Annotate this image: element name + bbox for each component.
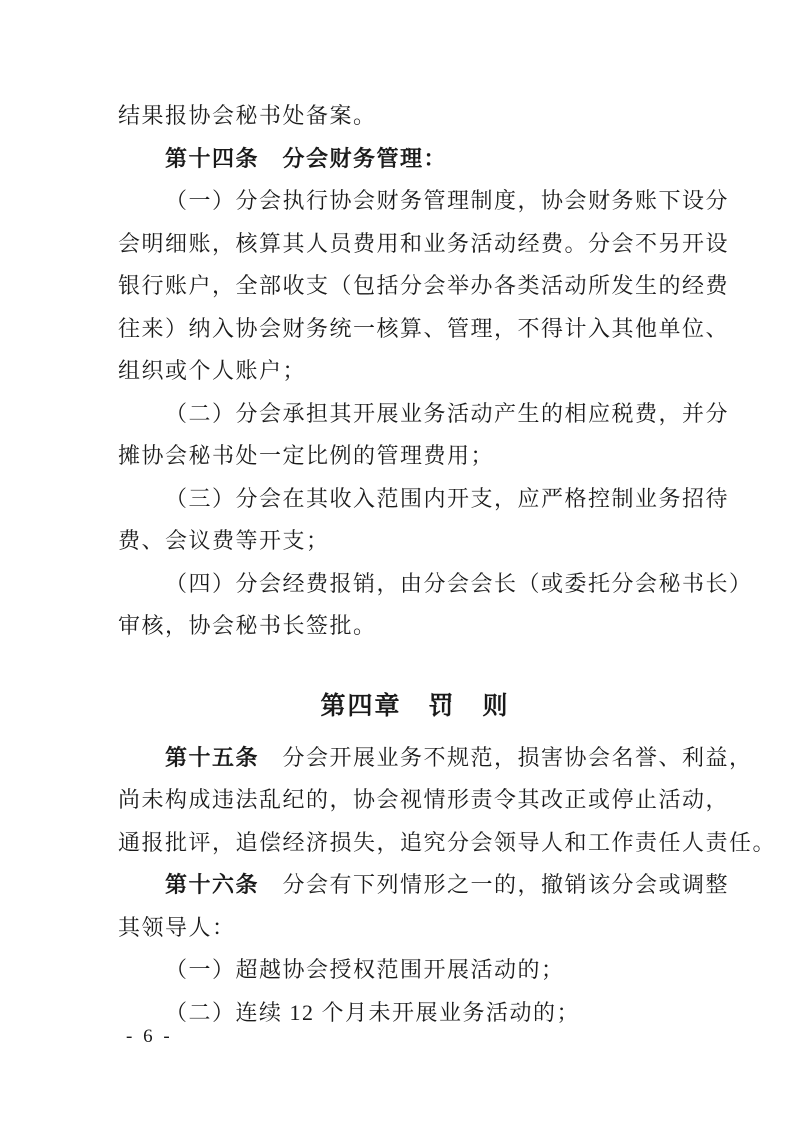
text-segment: 分会有下列情形之一的，撤销该分会或调整: [259, 872, 730, 897]
text-line: [118, 95, 712, 138]
text-line: [118, 265, 730, 308]
paragraph: [118, 478, 730, 563]
article-number-segment: 第十四条 分会财务管理：: [165, 145, 448, 171]
text-line: [118, 138, 712, 181]
page-number: - 6 -: [126, 1026, 173, 1047]
document-body: [118, 95, 777, 1034]
paragraph: [118, 563, 753, 648]
text-line: [118, 308, 730, 351]
text-line: [118, 435, 712, 478]
paragraph: [118, 180, 730, 393]
text-segment: 摊协会秘书处一定比例的管理费用；: [118, 443, 495, 468]
text-line: [118, 350, 712, 393]
text-segment: （一）超越协会授权范围开展活动的；: [165, 957, 565, 982]
text-line: [118, 992, 712, 1035]
paragraph: [118, 393, 730, 478]
text-segment: 尚未构成违法乱纪的，协会视情形责令其改正或停止活动，: [118, 787, 730, 812]
article-number-segment: 第十六条: [165, 872, 260, 897]
text-segment: （二）分会承担其开展业务活动产生的相应税费，并分: [165, 400, 730, 426]
text-line: [118, 737, 753, 780]
text-line: [118, 822, 777, 865]
text-segment: 费、会议费等开支；: [118, 528, 330, 553]
paragraph: [118, 138, 712, 181]
text-segment: 结果报协会秘书处备案。: [118, 103, 377, 128]
text-segment: （二）连续 12 个月未开展业务活动的；: [165, 999, 581, 1025]
text-segment: 其领导人：: [118, 914, 236, 940]
paragraph: [118, 864, 730, 949]
text-line: [118, 605, 712, 648]
text-segment: （三）分会在其收入范围内开支，应严格控制业务招待: [165, 485, 730, 511]
text-line: [118, 520, 712, 563]
paragraph: [118, 737, 777, 865]
text-segment: 审核，协会秘书长签批。: [118, 613, 377, 638]
text-line: [118, 949, 712, 992]
text-line: [118, 563, 753, 606]
paragraph: [118, 95, 712, 138]
text-line: [118, 779, 730, 822]
text-segment: 往来）纳入协会财务统一核算、管理，不得计入其他单位、: [118, 315, 730, 341]
text-segment: 通报批评，追偿经济损失，追究分会领导人和工作责任人责任。: [118, 829, 777, 855]
text-segment: 分会开展业务不规范，损害协会名誉、利益，: [259, 744, 753, 770]
text-segment: 组织或个人账户；: [118, 358, 307, 383]
text-line: [118, 864, 730, 907]
chapter-heading: 第四章 罚 则: [320, 691, 510, 720]
text-line: [118, 393, 730, 436]
text-segment: （一）分会执行协会财务管理制度，协会财务账下设分: [165, 188, 730, 213]
article-number-segment: 第十五条: [165, 744, 260, 770]
text-segment: 银行账户，全部收支（包括分会举办各类活动所发生的经费: [118, 273, 730, 298]
text-segment: （四）分会经费报销，由分会会长（或委托分会秘书长）: [165, 570, 753, 596]
paragraph: [118, 992, 712, 1035]
text-segment: 会明细账，核算其人员费用和业务活动经费。分会不另开设: [118, 230, 730, 256]
paragraph: [118, 949, 712, 992]
text-line: [118, 223, 730, 266]
text-line: [118, 907, 712, 950]
text-line: [118, 478, 730, 521]
text-line: [118, 180, 730, 223]
